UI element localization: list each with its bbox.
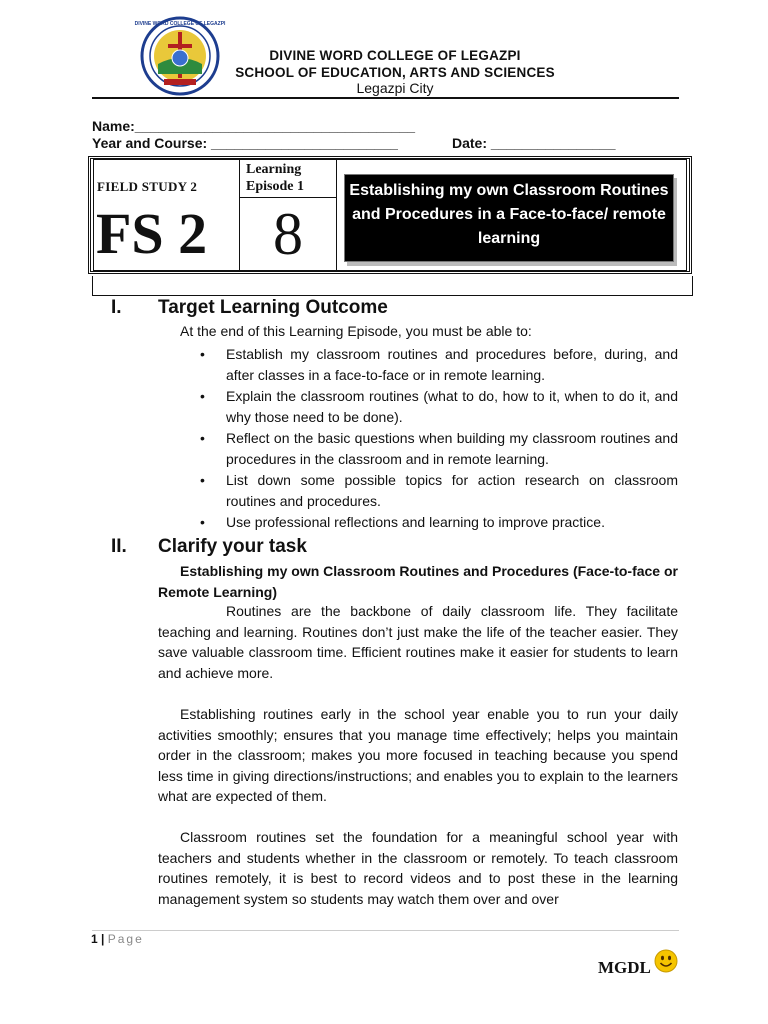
page-word: Page xyxy=(107,932,144,946)
seal-lettering: DIVINE WORD COLLEGE OF LEGAZPI xyxy=(134,21,226,27)
box-bottom-strip xyxy=(92,276,693,296)
field-study-label: FIELD STUDY 2 xyxy=(97,179,198,194)
list-item: • Reflect on the basic questions when building my classroom routines and procedures in the classroom and in remote learning. xyxy=(182,428,678,470)
date-field-line: Date: ________________ xyxy=(452,135,616,151)
paragraph: Classroom routines set the foundation for a meaningful school year with teachers and students whether in the classroom or remotely. To teach classroom routines remotely, it is best to record videos and to post these in the learning management system so students may watch them over and over xyxy=(158,829,678,907)
author-initials: MGDL xyxy=(598,958,651,977)
list-item: • Explain the classroom routines (what to do, how to it, when to do it, and why those need to be done). xyxy=(182,386,678,428)
footer-divider xyxy=(92,930,679,931)
paragraph: Establishing routines early in the school year enable you to run your daily activities smoothly; ensures that you manage time effectively; helps you maintain order in the classroom; makes you more focused in teaching because you spend less time in giving directions/instructions; and enables you to explain to the learners what are expected of them. xyxy=(158,706,678,805)
list-item: • Use professional reflections and learning to improve practice. xyxy=(182,512,678,533)
fs-code: FS 2 xyxy=(96,201,208,266)
name-field-line: Name:____________________________________ xyxy=(92,118,416,134)
box-divider xyxy=(336,159,337,271)
paragraph: Routines are the backbone of daily classroom life. They facilitate teaching and learning. Routines don’t just make the life of the teacher easier. They save valuable classroom time. Efficient routines make it easier for students to learn and achieve more. xyxy=(158,603,678,681)
smiley-face-icon xyxy=(654,949,678,973)
year-course-field-line: Year and Course: ________________________ xyxy=(92,135,398,151)
section-2-subheading: Establishing my own Classroom Routines and Procedures (Face-to-face or Remote Learning) xyxy=(158,563,678,600)
page-number xyxy=(91,932,144,946)
section-1-title: Target Learning Outcome xyxy=(158,297,388,318)
section-2-title: Clarify your task xyxy=(158,536,307,557)
episode-number: 8 xyxy=(273,201,303,267)
list-item: • Establish my classroom routines and procedures before, during, and after classes in a face-to-face or in remote learning. xyxy=(182,344,678,386)
learning-outcomes-list xyxy=(182,344,678,533)
episode-title-banner: Establishing my own Classroom Routines and Procedures in a Face-to-face/ remote learning xyxy=(344,174,674,262)
learning-episode-label-line2: Episode 1 xyxy=(246,179,304,194)
list-item: • List down some possible topics for action research on classroom routines and procedures. xyxy=(182,470,678,512)
learning-episode-label-line1: Learning xyxy=(246,162,302,177)
page-number-value: 1 xyxy=(91,932,98,946)
college-name: DIVINE WORD COLLEGE OF LEGAZPI xyxy=(269,48,521,63)
school-name: SCHOOL OF EDUCATION, ARTS AND SCIENCES xyxy=(235,65,555,80)
section-2-number: II. xyxy=(111,536,127,557)
section-1-intro: At the end of this Learning Episode, you must be able to: xyxy=(180,323,532,339)
city: Legazpi City xyxy=(356,80,434,96)
section-1-number: I. xyxy=(111,297,122,318)
learning-episode-label xyxy=(246,161,304,195)
header-divider xyxy=(92,97,679,99)
page-separator: | xyxy=(101,932,105,946)
